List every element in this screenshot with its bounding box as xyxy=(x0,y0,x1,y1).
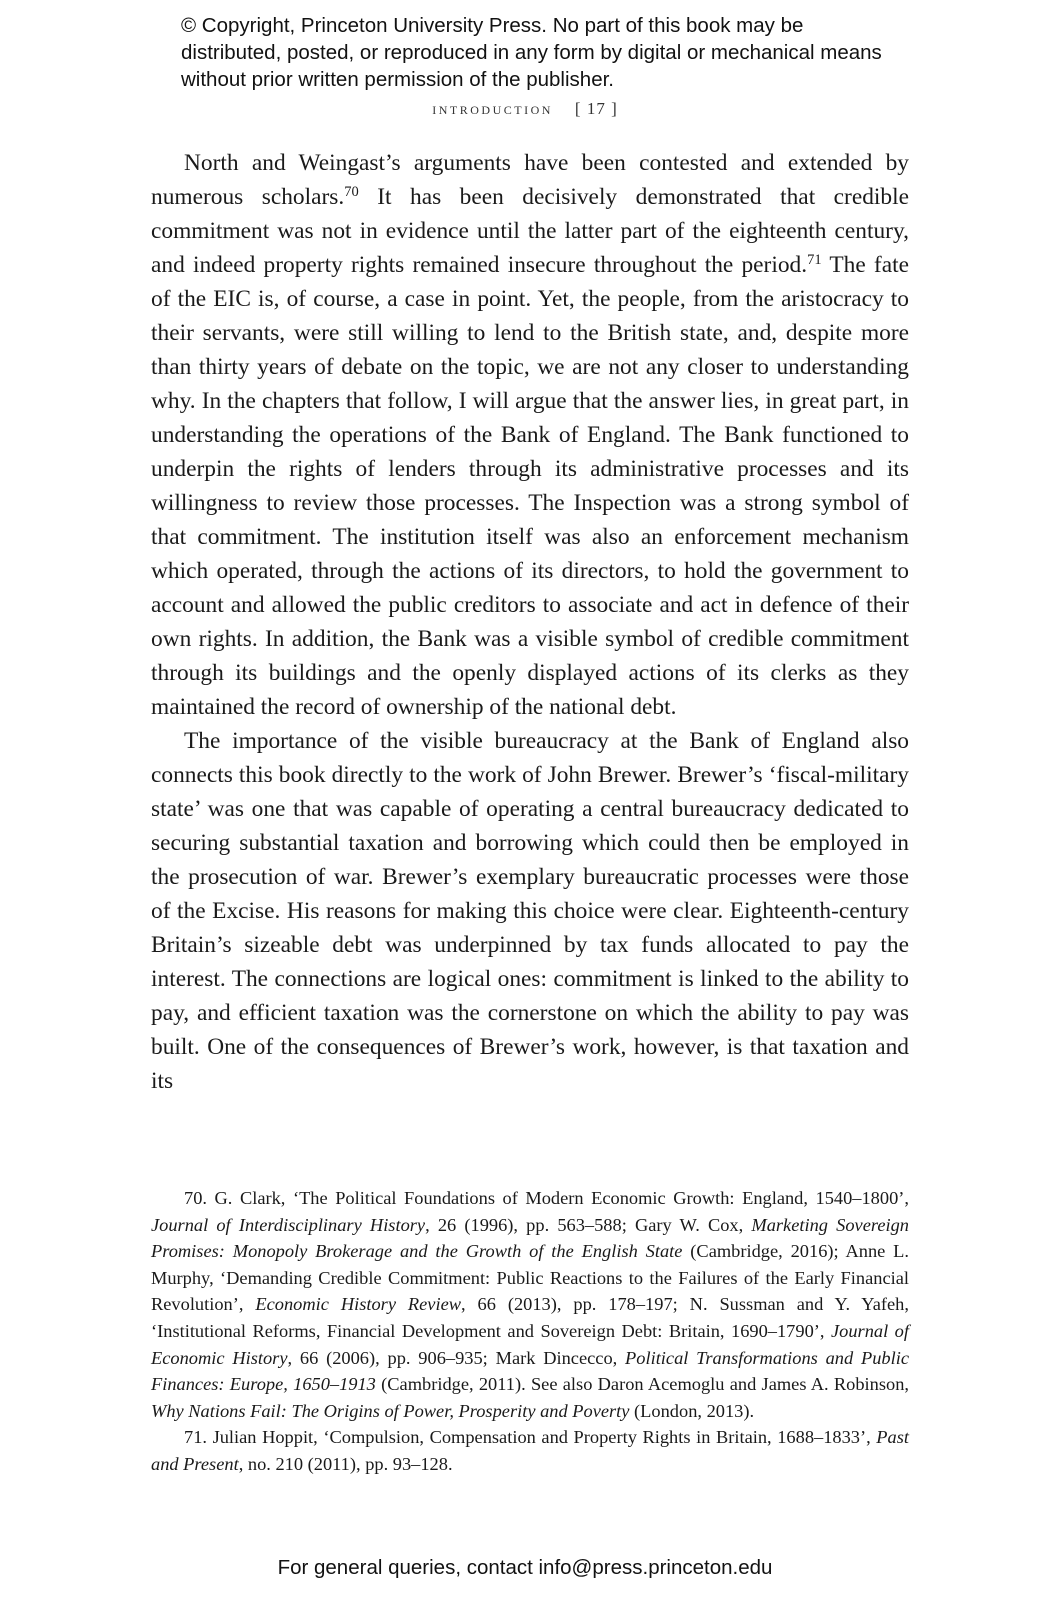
footnote-70-title-1: Journal of Interdisciplinary History xyxy=(151,1214,426,1235)
paragraph-2: The importance of the visible bureaucracy at the Bank of England also connects this book directly to the work of John Brewer. Brewer’s ‘fiscal-military state’ was one that was capable of operating a central bureaucracy dedicated to securing substantial taxation and borrowing which could then be employed in the prosecution of war. Brewer’s exemplary bureaucratic processes were those of the Excise. His reasons for making this choice were clear. Eighteenth-century Britain’s sizeable debt was underpinned by tax funds allocated to pay the interest. The connections are logical ones: commitment is linked to the ability to pay, and efficient taxation was the cornerstone on which the ability to pay was built. One of the consequences of Brewer’s work, however, is that taxation and its xyxy=(151,728,909,1094)
main-text xyxy=(151,146,909,1098)
footnote-ref-71: 71 xyxy=(807,252,822,269)
footnote-70-title-3: Economic History Review xyxy=(255,1294,462,1315)
page-number: [ 17 ] xyxy=(574,99,618,118)
footnote-70-title-4: Journal of Economic History xyxy=(151,1320,909,1368)
footnote-70-text-6: (Cambridge, 2011). See also Daron Acemoglu and James A. Robinson, xyxy=(375,1374,910,1395)
footnote-70-text-1: 70. G. Clark, ‘The Political Foundations of Modern Economic Growth: England, 1540–1800’, xyxy=(184,1188,909,1208)
footnote-70-text-3: (Cambridge, 2016); Anne L. Murphy, ‘Demanding Credible Commitment: Public Reactions to the Failures of the Early Financial Revolution’, xyxy=(151,1241,909,1315)
running-head xyxy=(0,99,1050,119)
footer-contact: For general queries, contact info@press.princeton.edu xyxy=(277,1556,773,1579)
footnote-70-text-7: (London, 2013). xyxy=(629,1400,755,1421)
footnotes xyxy=(151,1185,909,1478)
footnote-70-text-2: , 26 (1996), pp. 563–588; Gary W. Cox, xyxy=(425,1214,752,1235)
footnote-71-title-1: Past and Present xyxy=(151,1427,909,1474)
footnote-71 xyxy=(151,1424,909,1477)
paragraph-1 xyxy=(151,146,909,724)
footnote-71-text-2: , no. 210 (2011), pp. 93–128. xyxy=(238,1453,453,1474)
footnote-70-title-2: Marketing Sovereign Promises: Monopoly Brokerage and the Growth of the English State xyxy=(151,1214,910,1262)
paragraph-1-part-b: It has been decisively demonstrated that credible commitment was not in evidence until the latter part of the eighteenth century, and indeed property rights remained insecure throughout the period. xyxy=(151,184,909,278)
footnote-70 xyxy=(151,1185,909,1424)
footnote-70-text-4: , 66 (2013), pp. 178–197; N. Sussman and Y. Yafeh, ‘Institutional Reforms, Financial Development and Sovereign Debt: Britain, 1690–1790’, xyxy=(151,1294,909,1341)
footnote-70-text-5: , 66 (2006), pp. 906–935; Mark Dincecco, xyxy=(287,1347,626,1368)
footnote-70-title-5: Political Transformations and Public Finances: Europe, 1650–1913 xyxy=(151,1347,909,1395)
running-head-title: introduction xyxy=(432,99,553,118)
footnote-ref-70: 70 xyxy=(344,184,359,201)
copyright-notice: © Copyright, Princeton University Press. No part of this book may be distributed, posted, or reproduced in any form by digital or mechanical means without prior written permission of the publisher. xyxy=(181,14,882,91)
paragraph-1-part-c: The fate of the EIC is, of course, a case in point. Yet, the people, from the aristocracy to their servants, were still willing to lend to the British state, and, despite more than thirty years of debate on the topic, we are not any closer to understanding why. In the chapters that follow, I will argue that the answer lies, in great part, in understanding the operations of the Bank of England. The Bank functioned to underpin the rights of lenders through its administrative processes and its willingness to review those processes. The Inspection was a strong symbol of that commitment. The institution itself was also an enforcement mechanism which operated, through the actions of its directors, to hold the government to account and allowed the public creditors to associate and act in defence of their own rights. In addition, the Bank was a visible symbol of credible commitment through its buildings and the openly displayed actions of its clerks as they maintained the record of ownership of the national debt. xyxy=(151,252,909,720)
footnote-71-text-1: 71. Julian Hoppit, ‘Compulsion, Compensation and Property Rights in Britain, 1688–1833’, xyxy=(184,1427,877,1448)
footnote-70-title-6: Why Nations Fail: The Origins of Power, Prosperity and Poverty xyxy=(151,1400,630,1421)
paragraph-1-part-a: North and Weingast’s arguments have been contested and extended by numerous scholars. xyxy=(151,150,909,210)
